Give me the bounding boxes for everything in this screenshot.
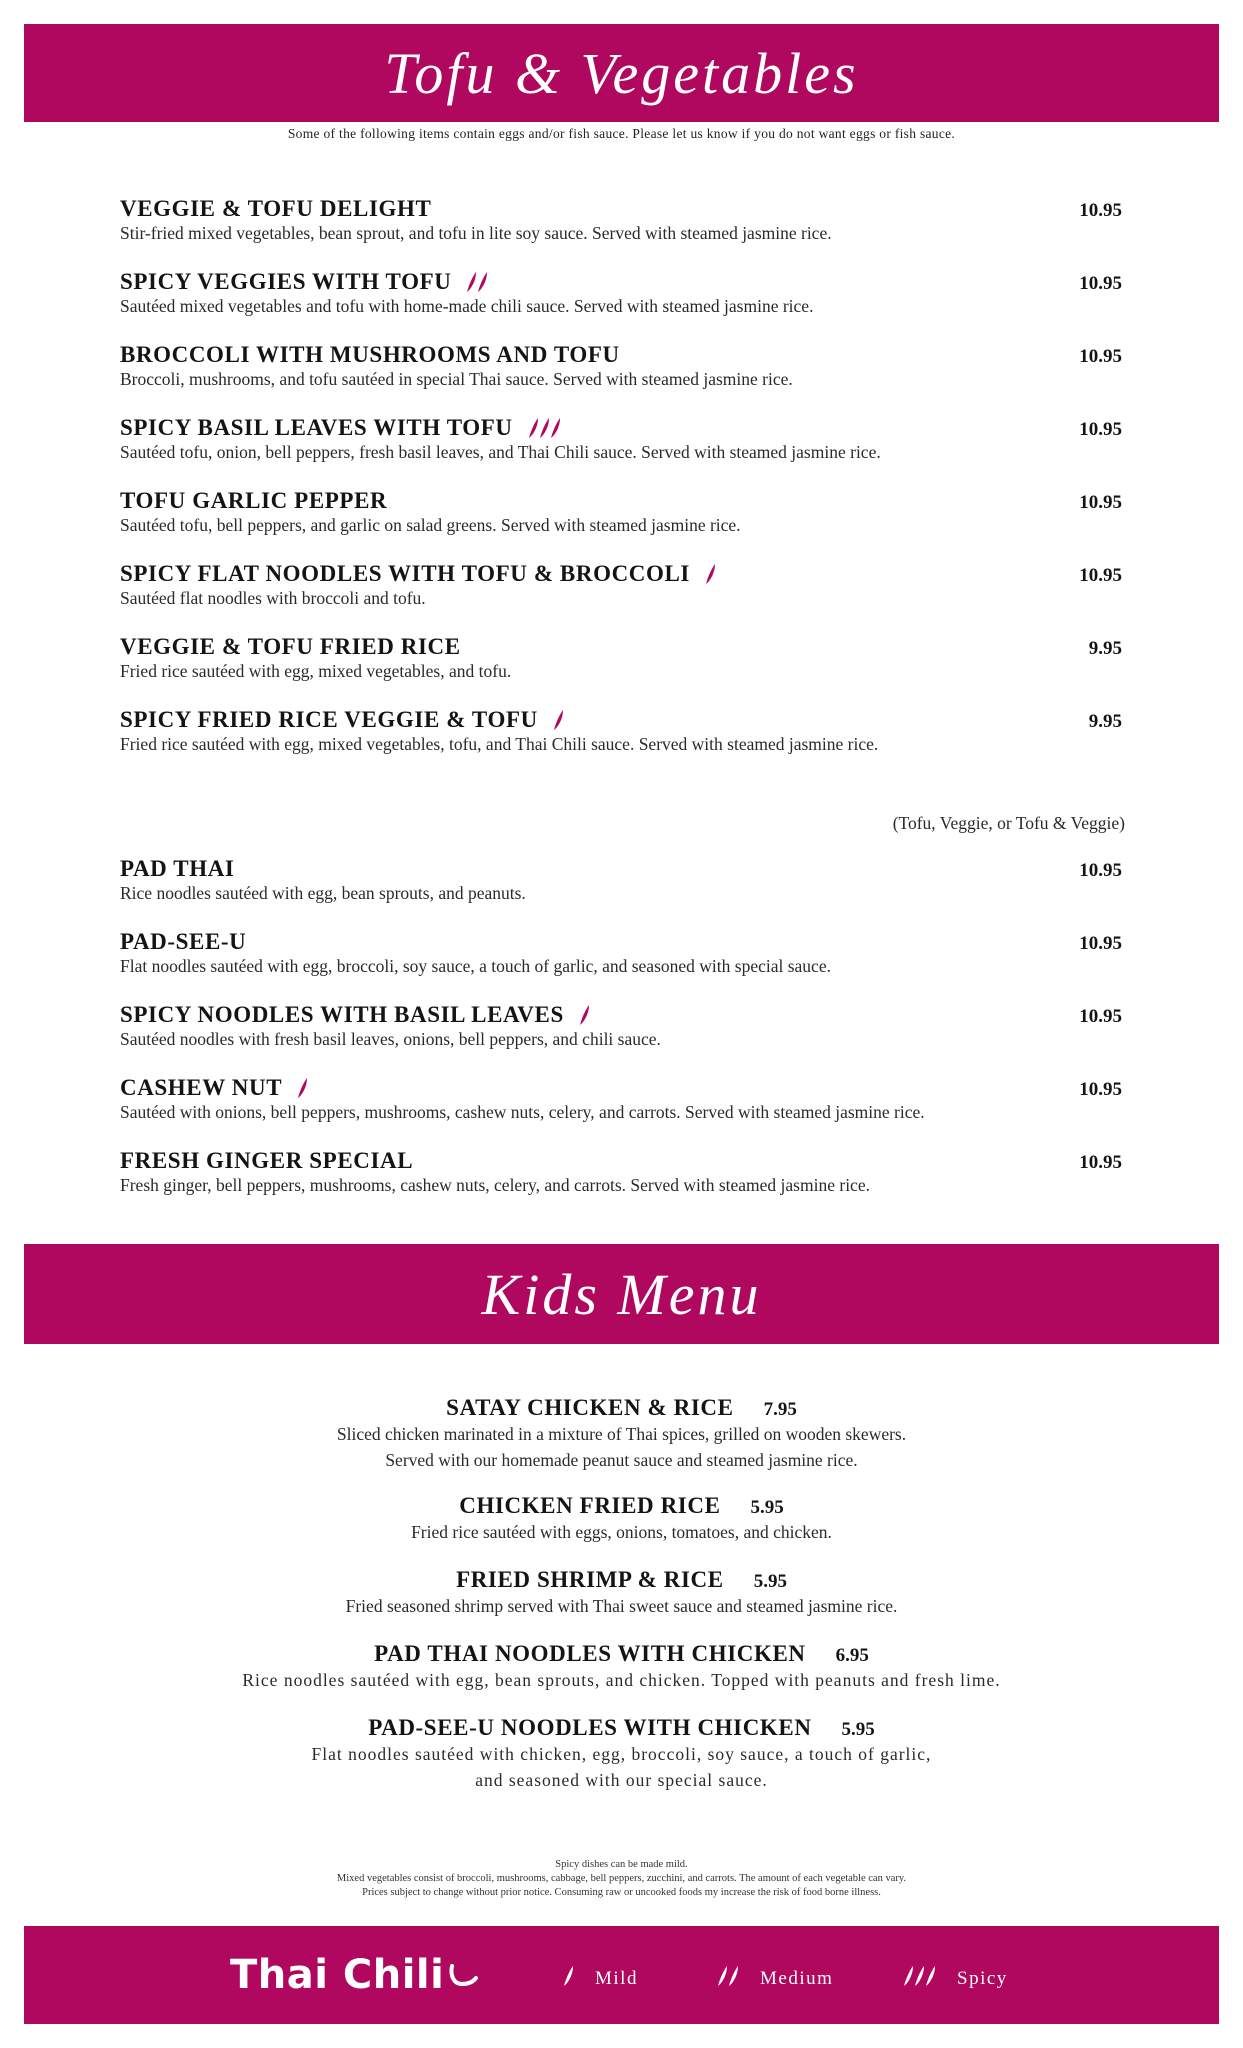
chili-icon <box>714 1964 742 1994</box>
menu-item-description: Flat noodles sautéed with egg, broccoli, soy sauce, a touch of garlic, and seasoned with special sauce. <box>120 956 831 976</box>
menu-item-name <box>120 1075 311 1101</box>
menu-item-name-text: FRESH GINGER SPECIAL <box>120 1148 414 1173</box>
menu-item-price: 10.95 <box>1079 933 1122 954</box>
menu-item-price: 10.95 <box>1079 565 1122 586</box>
menu-item <box>120 415 1122 488</box>
menu-item-name-text: SPICY BASIL LEAVES WITH TOFU <box>120 415 513 440</box>
menu-item-name-text: VEGGIE & TOFU DELIGHT <box>120 196 432 221</box>
menu-item-price: 10.95 <box>1079 346 1122 367</box>
menu-item-price: 10.95 <box>1079 273 1122 294</box>
section-title: Kids Menu <box>481 1261 762 1327</box>
menu-item <box>120 856 1122 929</box>
chili-icon <box>463 270 491 294</box>
kids-item-price: 6.95 <box>835 1645 869 1666</box>
menu-item-description: Sautéed tofu, onion, bell peppers, fresh basil leaves, and Thai Chili sauce. Served with steamed jasmine rice. <box>120 442 881 462</box>
kids-menu-item <box>0 1395 1243 1473</box>
kids-item-description: Served with our homemade peanut sauce and steamed jasmine rice. <box>385 1450 858 1470</box>
kids-item-name: CHICKEN FRIED RICE <box>459 1493 721 1518</box>
legend-mild <box>560 1964 638 1994</box>
fine-print-line: Prices subject to change without prior notice. Consuming raw or uncooked foods my increase the risk of food borne illness. <box>362 1887 881 1898</box>
menu-item <box>120 196 1122 269</box>
menu-item-name-text: TOFU GARLIC PEPPER <box>120 488 388 513</box>
menu-item <box>120 707 1122 780</box>
menu-item-name-text: PAD THAI <box>120 856 235 881</box>
menu-item-description: Sautéed mixed vegetables and tofu with home-made chili sauce. Served with steamed jasmine rice. <box>120 296 814 316</box>
menu-item-price: 10.95 <box>1079 1006 1122 1027</box>
menu-item-name-text: VEGGIE & TOFU FRIED RICE <box>120 634 461 659</box>
menu-item-price: 10.95 <box>1079 1152 1122 1173</box>
kids-item-price: 5.95 <box>841 1719 875 1740</box>
menu-item-name <box>120 1148 413 1174</box>
kids-item-description: Fried rice sautéed with eggs, onions, tomatoes, and chicken. <box>411 1522 832 1542</box>
menu-item-name-text: BROCCOLI WITH MUSHROOMS AND TOFU <box>120 342 620 367</box>
menu-item-name-text: CASHEW NUT <box>120 1075 283 1100</box>
protein-choice-note: (Tofu, Veggie, or Tofu & Veggie) <box>892 813 1125 833</box>
kids-item-description: and seasoned with our special sauce. <box>475 1770 768 1790</box>
legend-label: Spicy <box>957 1968 1008 1989</box>
kids-menu-item <box>0 1567 1243 1619</box>
chili-icon <box>576 1003 593 1027</box>
menu-item-name <box>120 707 567 733</box>
chili-icon <box>560 1964 577 1994</box>
menu-item-description: Fresh ginger, bell peppers, mushrooms, cashew nuts, celery, and carrots. Served with steamed jasmine rice. <box>120 1175 870 1195</box>
menu-item-name <box>120 856 235 882</box>
kids-item-price: 5.95 <box>750 1497 784 1518</box>
menu-item-description: Rice noodles sautéed with egg, bean sprouts, and peanuts. <box>120 883 526 903</box>
legend-label: Mild <box>595 1968 638 1989</box>
kids-item-description: Sliced chicken marinated in a mixture of Thai spices, grilled on wooden skewers. <box>336 1424 907 1444</box>
menu-item-description: Sautéed tofu, bell peppers, and garlic on salad greens. Served with steamed jasmine rice. <box>120 515 741 535</box>
chili-icon <box>294 1076 311 1100</box>
kids-menu-item <box>0 1493 1243 1545</box>
menu-item-name-text: SPICY VEGGIES WITH TOFU <box>120 269 452 294</box>
menu-item-price: 10.95 <box>1079 860 1122 881</box>
menu-item-price: 10.95 <box>1079 419 1122 440</box>
section-banner-kids-menu <box>24 1244 1219 1344</box>
section-title: Tofu & Vegetables <box>384 40 859 106</box>
menu-item-description: Sautéed flat noodles with broccoli and tofu. <box>120 588 426 608</box>
menu-item-name <box>120 269 491 295</box>
menu-item <box>120 929 1122 1002</box>
menu-item-description: Stir-fried mixed vegetables, bean sprout, and tofu in lite soy sauce. Served with steamed jasmine rice. <box>120 223 832 243</box>
chili-icon <box>702 562 719 586</box>
fine-print-line: Spicy dishes can be made mild. <box>555 1859 688 1870</box>
menu-item-name-text: SPICY FLAT NOODLES WITH TOFU & BROCCOLI <box>120 561 690 586</box>
chili-logo-icon <box>448 1962 478 1988</box>
menu-item-price: 10.95 <box>1079 492 1122 513</box>
menu-item-name <box>120 929 246 955</box>
menu-item-name-text: SPICY NOODLES WITH BASIL LEAVES <box>120 1002 564 1027</box>
menu-item-description: Fried rice sautéed with egg, mixed vegetables, tofu, and Thai Chili sauce. Served with steamed jasmine rice. <box>120 734 879 754</box>
kids-menu-item <box>0 1715 1243 1793</box>
kids-item-name: SATAY CHICKEN & RICE <box>446 1395 734 1420</box>
menu-item <box>120 1075 1122 1148</box>
menu-item-name <box>120 415 564 441</box>
menu-item-description: Sautéed noodles with fresh basil leaves, onions, bell peppers, and chili sauce. <box>120 1029 661 1049</box>
kids-item-description: Rice noodles sautéed with egg, bean sprouts, and chicken. Topped with peanuts and fresh lime. <box>242 1670 1001 1690</box>
menu-item-price: 9.95 <box>1088 711 1122 732</box>
menu-item-name <box>120 342 620 368</box>
section-banner-tofu-vegetables <box>24 24 1219 122</box>
brand-name: Thai Chili <box>230 1952 445 1998</box>
kids-item-name: PAD-SEE-U NOODLES WITH CHICKEN <box>368 1715 812 1740</box>
menu-item <box>120 1148 1122 1221</box>
menu-item <box>120 342 1122 415</box>
menu-item <box>120 1002 1122 1075</box>
legend-spicy <box>900 1964 1008 1994</box>
legend-medium <box>714 1964 833 1994</box>
chili-icon <box>525 416 564 440</box>
kids-item-name: FRIED SHRIMP & RICE <box>456 1567 724 1592</box>
menu-item-name-text: PAD-SEE-U <box>120 929 247 954</box>
menu-item <box>120 561 1122 634</box>
menu-item-price: 9.95 <box>1088 638 1122 659</box>
menu-item-price: 10.95 <box>1079 1079 1122 1100</box>
menu-item <box>120 269 1122 342</box>
chili-icon <box>550 708 567 732</box>
menu-item <box>120 488 1122 561</box>
chili-icon <box>900 1964 939 1994</box>
kids-item-price: 7.95 <box>763 1399 797 1420</box>
menu-item-name <box>120 561 719 587</box>
fine-print <box>0 1858 1243 1900</box>
menu-item-name <box>120 196 431 222</box>
menu-item-price: 10.95 <box>1079 200 1122 221</box>
menu-item-name <box>120 1002 593 1028</box>
legend-label: Medium <box>760 1968 834 1989</box>
menu-item-description: Fried rice sautéed with egg, mixed vegetables, and tofu. <box>120 661 512 681</box>
fine-print-line: Mixed vegetables consist of broccoli, mushrooms, cabbage, bell peppers, zucchini, and carrots. The amount of each vegetable can vary. <box>336 1873 907 1884</box>
footer-bar <box>24 1926 1219 2024</box>
menu-item-name <box>120 488 387 514</box>
kids-item-description: Fried seasoned shrimp served with Thai sweet sauce and steamed jasmine rice. <box>345 1596 898 1616</box>
menu-item <box>120 634 1122 707</box>
menu-item-description: Sautéed with onions, bell peppers, mushrooms, cashew nuts, celery, and carrots. Served with steamed jasmine rice. <box>120 1102 925 1122</box>
kids-menu-item <box>0 1641 1243 1693</box>
allergen-notice: Some of the following items contain eggs and/or fish sauce. Please let us know if you do not want eggs or fish sauce. <box>287 126 956 141</box>
menu-item-name-text: SPICY FRIED RICE VEGGIE & TOFU <box>120 707 538 732</box>
menu-item-description: Broccoli, mushrooms, and tofu sautéed in special Thai sauce. Served with steamed jasmine rice. <box>120 369 793 389</box>
menu-item-name <box>120 634 461 660</box>
tofu-vegetables-list <box>120 196 1122 780</box>
kids-item-description: Flat noodles sautéed with chicken, egg, broccoli, soy sauce, a touch of garlic, <box>311 1744 932 1764</box>
brand-logo <box>230 1952 478 1998</box>
kids-item-name: PAD THAI NOODLES WITH CHICKEN <box>374 1641 806 1666</box>
noodles-list <box>120 856 1122 1221</box>
kids-item-price: 5.95 <box>753 1571 787 1592</box>
